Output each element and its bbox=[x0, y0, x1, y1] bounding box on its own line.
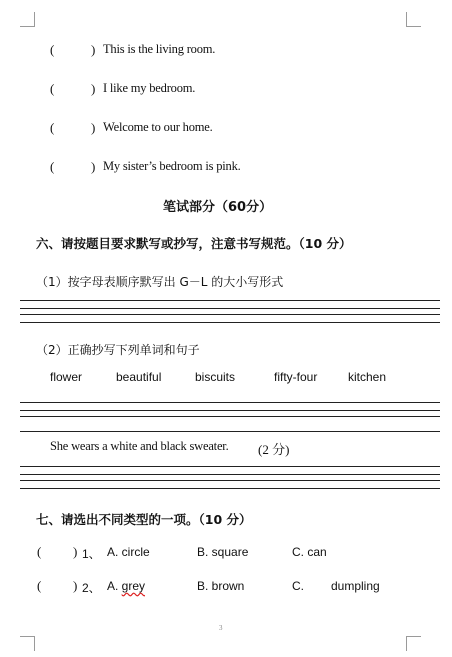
word-item: flower bbox=[50, 370, 83, 384]
option-c-label: C. bbox=[292, 579, 304, 593]
page-number: 3 bbox=[219, 624, 223, 632]
word-item: beautiful bbox=[116, 370, 162, 384]
answer-paren-close: ) bbox=[91, 42, 96, 57]
option-a-word: grey bbox=[121, 579, 146, 593]
answer-paren-close: ) bbox=[91, 159, 96, 174]
option-b: B. square bbox=[197, 545, 249, 559]
sentence-text: This is the living room. bbox=[103, 42, 216, 56]
writing-line bbox=[20, 308, 440, 309]
sentence-text: My sister’s bedroom is pink. bbox=[103, 159, 241, 173]
option-c: C. can bbox=[292, 545, 327, 559]
option-b: B. brown bbox=[197, 579, 245, 593]
answer-paren-close: ) bbox=[73, 544, 78, 559]
sentence-text: I like my bedroom. bbox=[103, 81, 196, 95]
word-item: biscuits bbox=[195, 370, 236, 384]
section6-q2: （2）正确抄写下列单词和句子 bbox=[36, 343, 200, 357]
crop-mark-bottom-right bbox=[406, 636, 421, 651]
sentence-text: Welcome to our home. bbox=[103, 120, 213, 134]
crop-mark-bottom-left bbox=[20, 636, 35, 651]
answer-paren-close: ) bbox=[91, 120, 96, 135]
writing-line bbox=[20, 402, 440, 403]
writing-line bbox=[20, 416, 440, 417]
writing-line bbox=[20, 410, 440, 411]
answer-paren-open: ( bbox=[50, 159, 55, 174]
answer-paren-close: ) bbox=[73, 578, 78, 593]
copy-sentence: She wears a white and black sweater. bbox=[50, 439, 229, 453]
word-item: fifty-four bbox=[274, 370, 318, 384]
crop-mark-top-right bbox=[406, 12, 421, 27]
answer-paren-close: ) bbox=[91, 81, 96, 96]
answer-paren-open: ( bbox=[37, 578, 42, 593]
answer-paren-open: ( bbox=[50, 120, 55, 135]
section6-title: 六、请按题目要求默写或抄写，注意书写规范。（10 分） bbox=[36, 236, 352, 251]
section6-q1: （1）按字母表顺序默写出 G－L 的大小写形式 bbox=[36, 275, 284, 289]
answer-paren-open: ( bbox=[50, 42, 55, 57]
question-number: 1、 bbox=[82, 547, 101, 561]
written-part-title: 笔试部分（60分） bbox=[163, 200, 273, 215]
writing-line bbox=[20, 322, 440, 323]
word-item: kitchen bbox=[348, 370, 387, 384]
option-a-prefix: A. bbox=[107, 579, 122, 593]
crop-mark-top-left bbox=[20, 12, 35, 27]
writing-line bbox=[20, 314, 440, 315]
writing-line bbox=[20, 488, 440, 489]
answer-paren-open: ( bbox=[37, 544, 42, 559]
option-a bbox=[107, 579, 145, 593]
answer-paren-open: ( bbox=[50, 81, 55, 96]
section7-title: 七、请选出不同类型的一项。（10 分） bbox=[36, 512, 252, 527]
writing-line bbox=[20, 474, 440, 475]
question-number: 2、 bbox=[82, 581, 101, 595]
option-c-word: dumpling bbox=[331, 579, 380, 593]
option-a: A. circle bbox=[107, 545, 150, 559]
writing-line bbox=[20, 480, 440, 481]
writing-line bbox=[20, 300, 440, 301]
writing-line bbox=[20, 466, 440, 467]
writing-line bbox=[20, 431, 440, 432]
sentence-score: (2 分) bbox=[258, 442, 290, 457]
